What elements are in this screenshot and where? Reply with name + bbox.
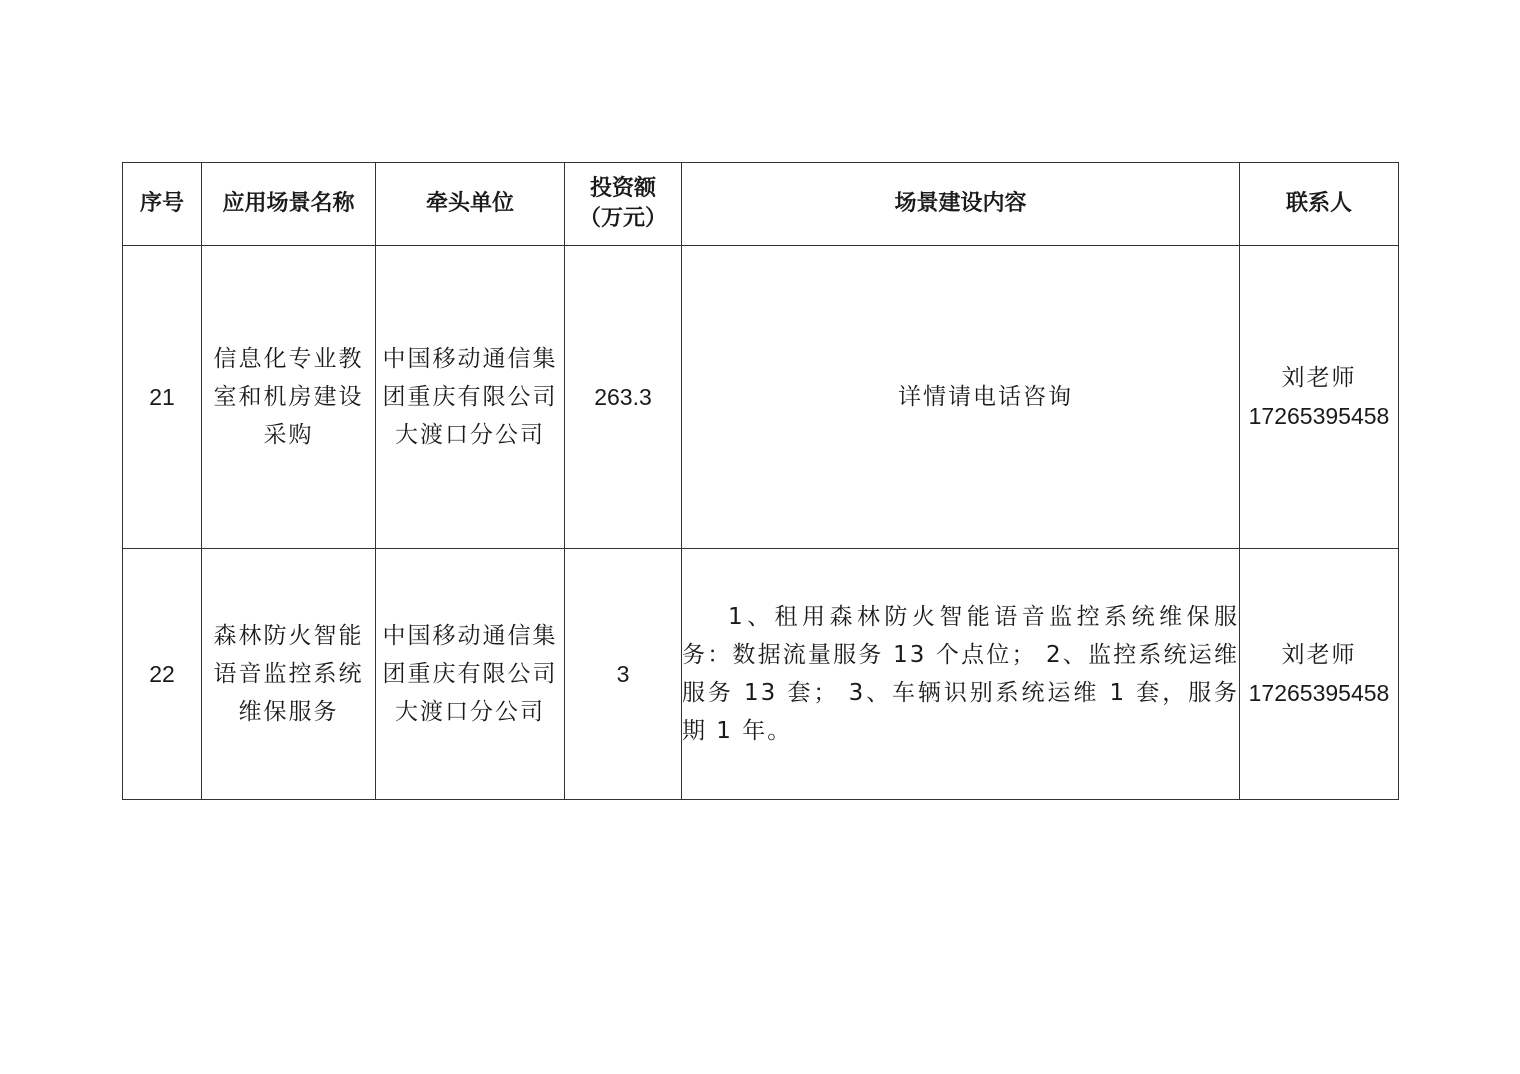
header-no: 序号 <box>123 163 202 246</box>
scene-content-text: 详情请电话咨询 <box>898 384 1073 410</box>
contact-name: 刘老师 <box>1281 642 1357 668</box>
header-lead-unit: 牵头单位 <box>376 163 565 246</box>
lead-unit: 中国移动通信集团重庆有限公司大渡口分公司 <box>376 549 565 800</box>
scene-content <box>682 549 1240 800</box>
contact-phone: 17265395458 <box>1248 403 1390 429</box>
contact-cell <box>1240 549 1399 800</box>
table-row <box>123 549 1399 800</box>
row-number: 22 <box>123 549 202 800</box>
scene-name: 信息化专业教室和机房建设采购 <box>202 246 376 549</box>
scene-content-text: 1、租用森林防火智能语音监控系统维保服务：数据流量服务 13 个点位； 2、监控系统运维服务 13 套； 3、车辆识别系统运维 1 套，服务期 1 年。 <box>682 604 1239 744</box>
contact-cell <box>1240 246 1399 549</box>
header-investment-line2: （万元） <box>578 206 667 231</box>
project-table <box>122 162 1399 800</box>
contact-name: 刘老师 <box>1281 365 1357 391</box>
contact-phone: 17265395458 <box>1248 680 1390 706</box>
investment-amount: 3 <box>565 549 682 800</box>
row-number: 21 <box>123 246 202 549</box>
scene-name: 森林防火智能语音监控系统维保服务 <box>202 549 376 800</box>
table-row <box>123 246 1399 549</box>
lead-unit: 中国移动通信集团重庆有限公司大渡口分公司 <box>376 246 565 549</box>
header-investment <box>565 163 682 246</box>
table-header-row <box>123 163 1399 246</box>
investment-amount: 263.3 <box>565 246 682 549</box>
header-investment-line1: 投资额 <box>589 176 656 201</box>
scene-content <box>682 246 1240 549</box>
header-contact: 联系人 <box>1240 163 1399 246</box>
header-scene-name: 应用场景名称 <box>202 163 376 246</box>
header-content: 场景建设内容 <box>682 163 1240 246</box>
